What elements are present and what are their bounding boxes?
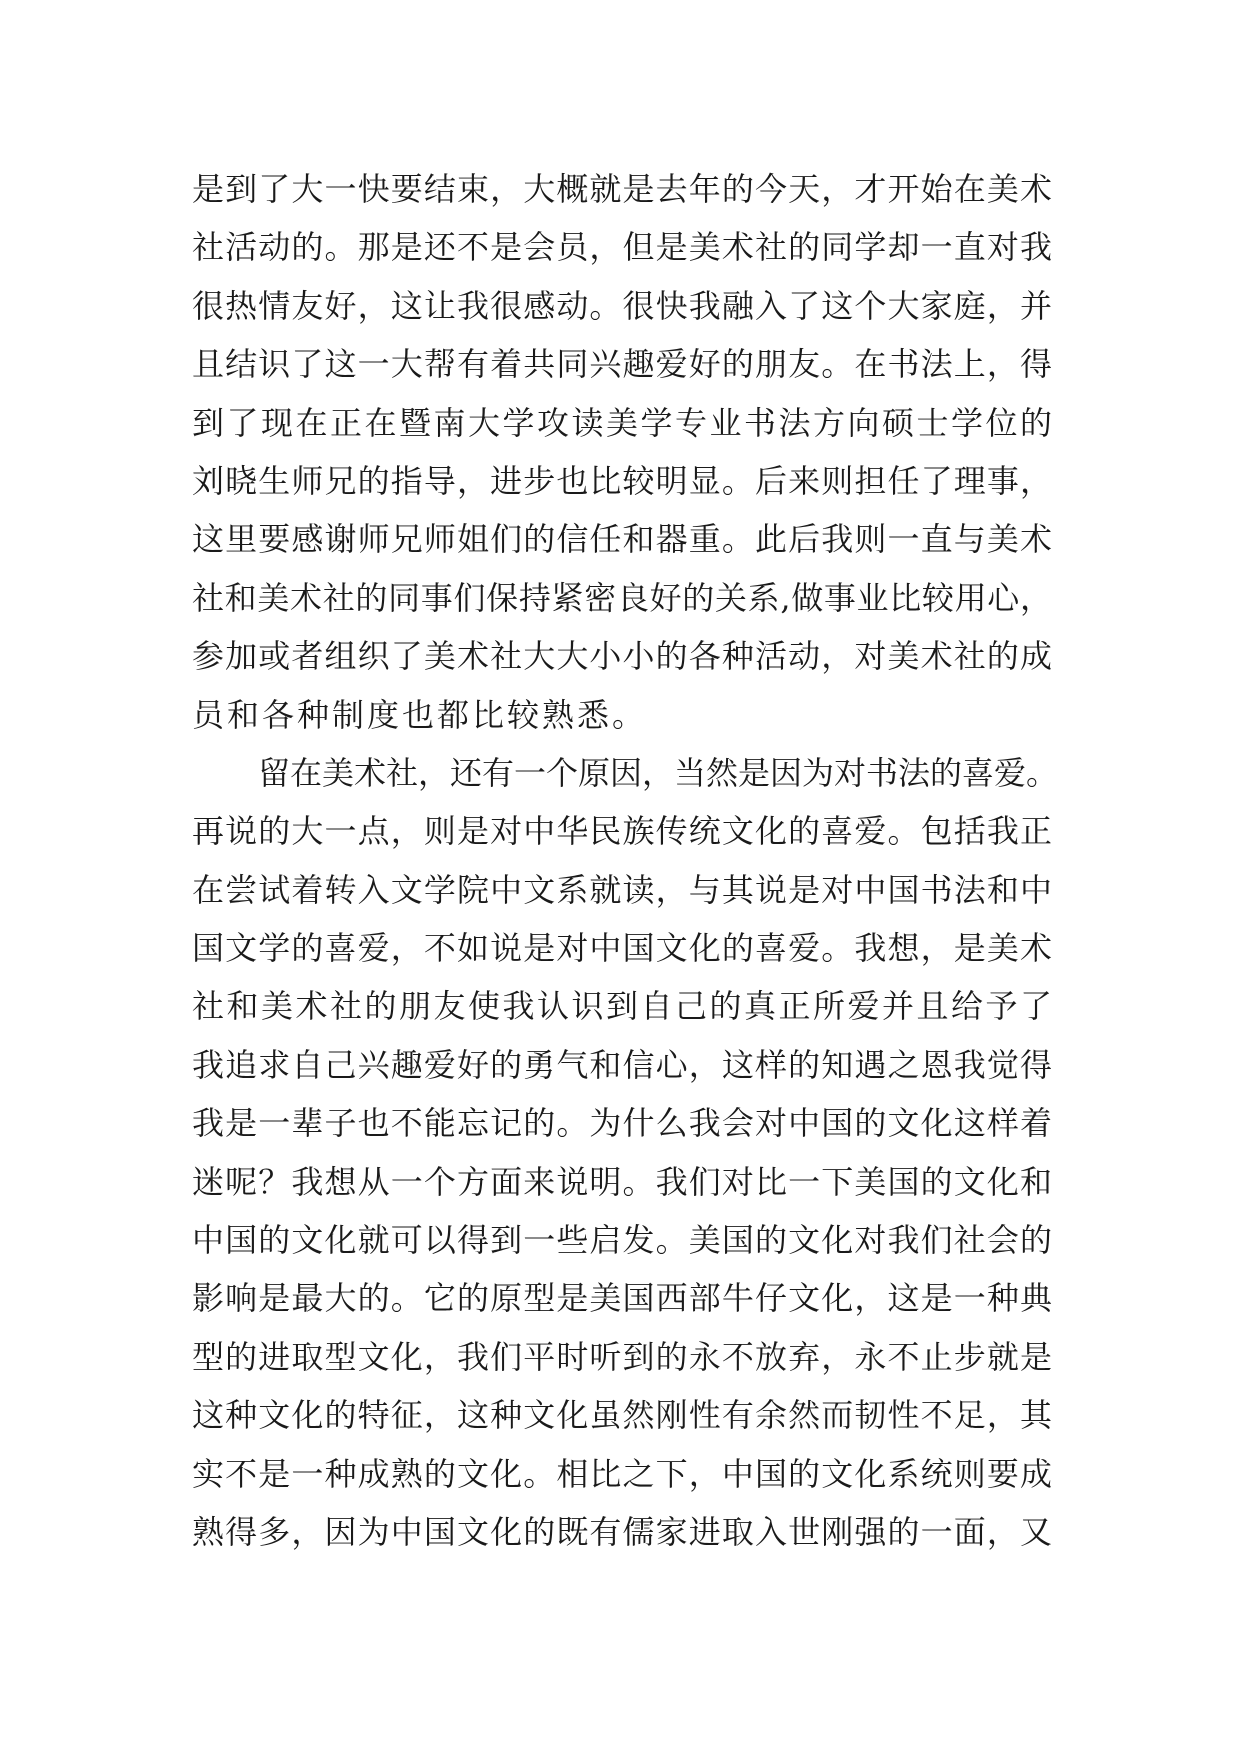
text-line: 参加或者组织了美术社大大小小的各种活动，对美术社的成 xyxy=(192,637,1052,676)
text-line: 社和美术社的同事们保持紧密良好的关系,做事业比较用心， xyxy=(192,578,1052,617)
text-line: 社活动的。那是还不是会员，但是美术社的同学却一直对我 xyxy=(192,228,1052,267)
text-line: 社和美术社的朋友使我认识到自己的真正所爱并且给予了 xyxy=(192,987,1052,1026)
text-line: 熟得多，因为中国文化的既有儒家进取入世刚强的一面，又 xyxy=(192,1512,1052,1551)
text-line: 到了现在正在暨南大学攻读美学专业书法方向硕士学位的 xyxy=(192,403,1052,442)
text-line: 在尝试着转入文学院中文系就读，与其说是对中国书法和中 xyxy=(192,870,1052,909)
text-line: 型的进取型文化，我们平时听到的永不放弃，永不止步就是 xyxy=(192,1337,1052,1376)
text-line: 这里要感谢师兄师姐们的信任和器重。此后我则一直与美术 xyxy=(192,520,1052,559)
paragraph-end-line: 员和各种制度也都比较熟悉。 xyxy=(192,695,648,734)
text-line: 实不是一种成熟的文化。相比之下，中国的文化系统则要成 xyxy=(192,1454,1052,1493)
text-line: 再说的大一点，则是对中华民族传统文化的喜爱。包括我正 xyxy=(192,812,1052,851)
body-text xyxy=(192,160,1059,1561)
text-line: 我追求自己兴趣爱好的勇气和信心，这样的知遇之恩我觉得 xyxy=(192,1045,1052,1084)
text-line: 我是一辈子也不能忘记的。为什么我会对中国的文化这样着 xyxy=(192,1104,1052,1143)
text-line: 很热情友好，这让我很感动。很快我融入了这个大家庭，并 xyxy=(192,286,1052,325)
text-line: 刘晓生师兄的指导，进步也比较明显。后来则担任了理事， xyxy=(192,461,1052,500)
text-line: 这种文化的特征，这种文化虽然刚性有余然而韧性不足，其 xyxy=(192,1396,1052,1435)
text-line: 迷呢？我想从一个方面来说明。我们对比一下美国的文化和 xyxy=(192,1162,1052,1201)
paragraph-start-line: 留在美术社，还有一个原因，当然是因为对书法的喜爱。 xyxy=(258,753,1059,792)
text-line: 且结识了这一大帮有着共同兴趣爱好的朋友。在书法上，得 xyxy=(192,345,1052,384)
text-line: 影响是最大的。它的原型是美国西部牛仔文化，这是一种典 xyxy=(192,1279,1052,1318)
text-line: 是到了大一快要结束，大概就是去年的今天，才开始在美术 xyxy=(192,170,1052,208)
text-line: 中国的文化就可以得到一些启发。美国的文化对我们社会的 xyxy=(192,1221,1052,1260)
text-line: 国文学的喜爱，不如说是对中国文化的喜爱。我想，是美术 xyxy=(192,929,1052,968)
